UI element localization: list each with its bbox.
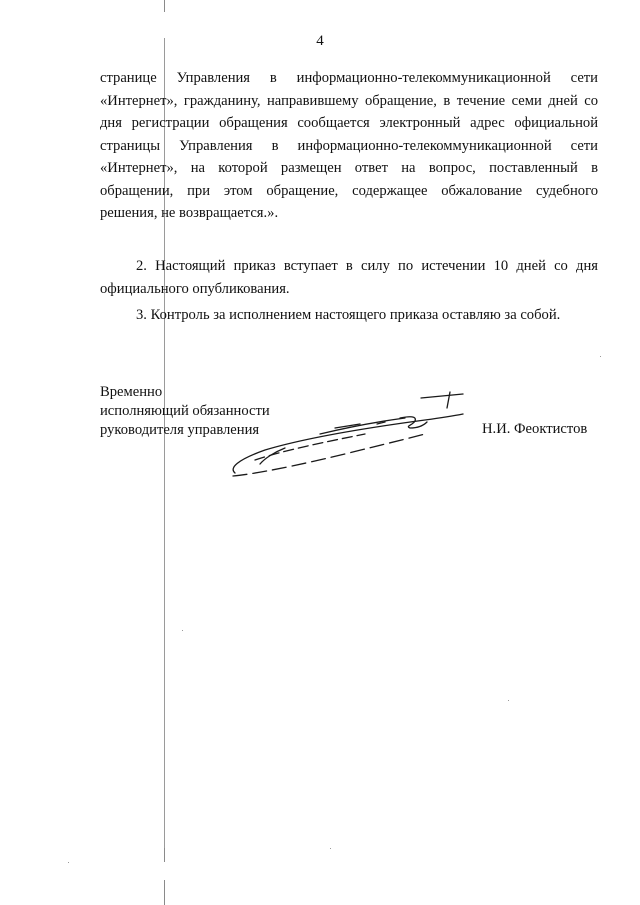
item-2-paragraph	[100, 255, 598, 300]
scan-margin-line	[164, 0, 165, 12]
position-line: исполняющий обязанности	[100, 403, 270, 419]
item-3-paragraph	[100, 304, 598, 327]
scan-speck	[68, 862, 69, 863]
paragraph-line: 3. Контроль за исполнением настоящего приказа оставляю за собой.	[136, 307, 561, 323]
paragraph-line: странице Управления в информационно-телекоммуникационной сети	[100, 70, 598, 86]
scan-margin-line	[164, 848, 165, 862]
scan-speck	[600, 356, 601, 357]
page-number: 4	[316, 33, 324, 49]
paragraph-line: «Интернет», на которой размещен ответ на вопрос, поставленный в	[100, 160, 598, 176]
scan-margin-line	[164, 880, 165, 905]
scan-speck	[330, 848, 331, 849]
scan-speck	[508, 700, 509, 701]
paragraph-line: решения, не возвращается.».	[100, 205, 279, 221]
paragraph-line: страницы Управления в информационно-телекоммуникационной сети	[100, 137, 598, 154]
position-line: Временно	[100, 384, 163, 400]
paragraph-line: «Интернет», гражданину, направившему обращение, в течение семи дней со	[100, 92, 598, 109]
paragraph-line: официального опубликования.	[100, 280, 290, 297]
position-line: руководителя управления	[100, 422, 260, 438]
signer-name: Н.И. Феоктистов	[482, 421, 588, 437]
paragraph-line: дня регистрации обращения сообщается электронный адрес официальной	[100, 115, 598, 131]
handwritten-signature	[225, 388, 475, 488]
paragraph-line: обращении, при этом обращение, содержащее обжалование судебного	[100, 182, 598, 199]
scan-speck	[182, 630, 183, 631]
paragraph-line: 2. Настоящий приказ вступает в силу по истечении 10 дней со дня	[136, 258, 598, 274]
main-paragraph	[100, 67, 598, 225]
